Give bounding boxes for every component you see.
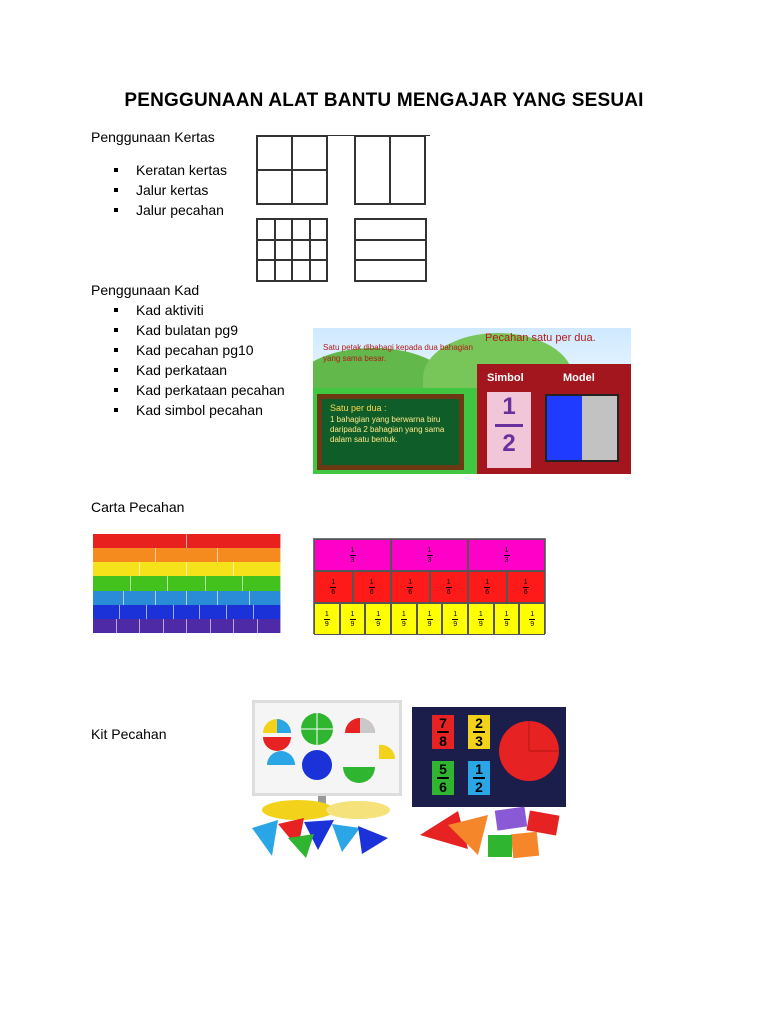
cell-numerator: 1 — [408, 578, 413, 586]
rainbow-segment — [117, 619, 141, 633]
fraction-symbol — [487, 392, 531, 468]
cell-denominator: 3 — [504, 556, 509, 564]
rainbow-segment — [243, 576, 281, 590]
fraction-cell — [507, 571, 546, 603]
cell-denominator: 6 — [369, 588, 374, 596]
rainbow-segment — [218, 548, 281, 562]
fraction-card — [468, 715, 490, 749]
board-title: Satu per dua : — [330, 403, 387, 413]
rainbow-segment — [147, 605, 174, 619]
card-numerator: 7 — [439, 715, 447, 731]
cell-numerator: 1 — [446, 578, 451, 586]
list-item: Kad pecahan pg10 — [112, 340, 285, 360]
fraction-model — [545, 394, 619, 462]
rainbow-segment — [234, 619, 258, 633]
cell-numerator: 1 — [485, 578, 490, 586]
rainbow-segment — [93, 534, 187, 548]
rainbow-segment — [140, 619, 164, 633]
kertas-list — [112, 160, 227, 220]
rainbow-segment — [168, 576, 206, 590]
list-item: Kad perkataan — [112, 360, 285, 380]
rainbow-fraction-chart — [93, 534, 281, 633]
cell-bar — [350, 555, 356, 556]
fraction-cell — [430, 571, 469, 603]
cell-bar — [401, 619, 407, 620]
board-text: 1 bahagian yang berwarna biru daripada 2 bahagian yang sama dalam satu bentuk. — [330, 415, 445, 444]
rainbow-segment — [156, 591, 187, 605]
cell-numerator: 1 — [350, 546, 355, 554]
rainbow-segment — [124, 591, 155, 605]
cell-denominator: 9 — [478, 620, 483, 628]
rainbow-segment — [211, 619, 235, 633]
cell-bar — [407, 587, 413, 588]
fraction-row — [314, 571, 545, 603]
red-circle-drawing — [498, 715, 560, 787]
cell-denominator: 9 — [350, 620, 355, 628]
kit-fraction-circles-image — [248, 698, 404, 860]
rainbow-segment — [131, 576, 169, 590]
list-item: Jalur pecahan — [112, 200, 227, 220]
cell-denominator: 6 — [331, 588, 336, 596]
rainbow-segment — [250, 591, 281, 605]
fraction-cell — [340, 603, 366, 635]
fraction-cell — [391, 539, 468, 571]
list-item: Kad perkataan pecahan — [112, 380, 285, 400]
cell-bar — [330, 587, 336, 588]
card-denominator: 2 — [475, 779, 483, 795]
cell-bar — [504, 619, 510, 620]
rainbow-segment — [156, 548, 219, 562]
section-label-kertas: Penggunaan Kertas — [91, 129, 215, 145]
fraction-cell — [391, 603, 417, 635]
cell-numerator: 1 — [376, 610, 381, 618]
cell-denominator: 9 — [453, 620, 458, 628]
fraction-card — [468, 761, 490, 795]
cell-denominator: 9 — [324, 620, 329, 628]
fraction-card — [432, 715, 454, 749]
cell-bar — [427, 555, 433, 556]
rainbow-segment — [93, 562, 140, 576]
paper-halves — [354, 135, 426, 205]
cell-numerator: 1 — [324, 610, 329, 618]
circle-pieces-drawing — [255, 703, 399, 793]
scattered-pieces-drawing — [248, 798, 404, 860]
rainbow-segment — [258, 619, 282, 633]
cell-denominator: 9 — [376, 620, 381, 628]
fraction-cell — [391, 571, 430, 603]
cell-denominator: 3 — [427, 556, 432, 564]
cell-bar — [504, 555, 510, 556]
cell-bar — [375, 619, 381, 620]
cell-denominator: 3 — [350, 556, 355, 564]
paper-strips — [354, 218, 427, 282]
numerator: 1 — [502, 393, 516, 420]
kad-title-text: Pecahan satu per dua. — [485, 332, 596, 344]
cell-denominator: 9 — [530, 620, 535, 628]
fraction-cell — [353, 571, 392, 603]
cell-denominator: 9 — [504, 620, 509, 628]
fraction-cell — [442, 603, 468, 635]
rainbow-segment — [140, 562, 187, 576]
fraction-chart-thirds — [313, 538, 546, 634]
rainbow-segment — [187, 619, 211, 633]
fraction-cell — [468, 571, 507, 603]
model-half-grey — [582, 396, 617, 460]
card-denominator: 6 — [439, 779, 447, 795]
rainbow-segment — [187, 534, 281, 548]
kad-list — [112, 300, 285, 420]
fraction-bar — [495, 424, 523, 427]
cell-bar — [446, 587, 452, 588]
card-numerator: 5 — [439, 761, 447, 777]
fraction-card — [432, 761, 454, 795]
cell-denominator: 6 — [523, 588, 528, 596]
cell-denominator: 6 — [408, 588, 413, 596]
list-item: Kad simbol pecahan — [112, 400, 285, 420]
cell-numerator: 1 — [453, 610, 458, 618]
section-label-kad: Penggunaan Kad — [91, 282, 200, 298]
kad-top-text: Satu petak dibahagi kepada dua bahagian yang sama besar. — [323, 343, 473, 363]
fraction-cell — [314, 603, 340, 635]
chalkboard — [317, 394, 464, 470]
rainbow-segment — [93, 605, 120, 619]
paper-quarters — [256, 135, 328, 205]
cell-bar — [427, 619, 433, 620]
cell-bar — [523, 587, 529, 588]
rainbow-segment — [227, 605, 254, 619]
rainbow-segment — [120, 605, 147, 619]
cell-numerator: 1 — [523, 578, 528, 586]
rainbow-segment — [93, 548, 156, 562]
fraction-cell — [417, 603, 443, 635]
rainbow-segment — [93, 576, 131, 590]
page-title: PENGGUNAAN ALAT BANTU MENGAJAR YANG SESUAI — [124, 90, 644, 111]
simbol-label: Simbol — [487, 372, 524, 384]
rainbow-segment — [187, 591, 218, 605]
cell-bar — [478, 619, 484, 620]
fraction-cell — [519, 603, 545, 635]
fraction-cell — [314, 571, 353, 603]
cell-denominator: 6 — [446, 588, 451, 596]
rainbow-segment — [200, 605, 227, 619]
scattered-cards-drawing — [418, 805, 574, 863]
cell-numerator: 1 — [504, 610, 509, 618]
list-item: Keratan kertas — [112, 160, 227, 180]
kit-fraction-cards-image — [412, 707, 574, 863]
rainbow-segment — [254, 605, 281, 619]
cell-numerator: 1 — [530, 610, 535, 618]
cell-denominator: 9 — [401, 620, 406, 628]
rainbow-row — [93, 576, 281, 590]
denominator: 2 — [502, 430, 516, 457]
rainbow-segment — [206, 576, 244, 590]
paper-twelfths — [256, 218, 328, 282]
model-half-blue — [547, 396, 582, 460]
rainbow-row — [93, 591, 281, 605]
simbol-model-panel — [477, 364, 631, 474]
cell-bar — [452, 619, 458, 620]
fraction-cell — [468, 539, 545, 571]
cell-bar — [484, 587, 490, 588]
rainbow-row — [93, 562, 281, 576]
kad-fraction-image — [313, 328, 631, 474]
cell-denominator: 6 — [485, 588, 490, 596]
rainbow-segment — [234, 562, 281, 576]
cell-numerator: 1 — [478, 610, 483, 618]
fraction-cell — [468, 603, 494, 635]
rainbow-segment — [187, 562, 234, 576]
section-label-carta: Carta Pecahan — [91, 499, 185, 515]
list-item: Kad aktiviti — [112, 300, 285, 320]
fraction-cell — [494, 603, 520, 635]
cell-numerator: 1 — [427, 610, 432, 618]
cell-bar — [369, 587, 375, 588]
card-numerator: 2 — [475, 715, 483, 731]
card-denominator: 8 — [439, 733, 447, 749]
rainbow-row — [93, 534, 281, 548]
cell-denominator: 9 — [427, 620, 432, 628]
fraction-cell — [365, 603, 391, 635]
rainbow-segment — [164, 619, 188, 633]
list-item: Jalur kertas — [112, 180, 227, 200]
model-label: Model — [563, 372, 595, 384]
cell-numerator: 1 — [350, 610, 355, 618]
section-label-kit: Kit Pecahan — [91, 726, 167, 742]
rainbow-segment — [218, 591, 249, 605]
cell-numerator: 1 — [427, 546, 432, 554]
cell-bar — [350, 619, 356, 620]
rainbow-segment — [174, 605, 201, 619]
list-item: Kad bulatan pg9 — [112, 320, 285, 340]
card-numerator: 1 — [475, 761, 483, 777]
cell-numerator: 1 — [401, 610, 406, 618]
magnetic-board — [252, 700, 402, 796]
cell-numerator: 1 — [369, 578, 374, 586]
cell-numerator: 1 — [331, 578, 336, 586]
fraction-cell — [314, 539, 391, 571]
cell-numerator: 1 — [504, 546, 509, 554]
rainbow-row — [93, 605, 281, 619]
cell-bar — [324, 619, 330, 620]
rainbow-segment — [93, 591, 124, 605]
fraction-row — [314, 539, 545, 571]
card-denominator: 3 — [475, 733, 483, 749]
cell-bar — [529, 619, 535, 620]
rainbow-row — [93, 548, 281, 562]
rainbow-segment — [93, 619, 117, 633]
fraction-row — [314, 603, 545, 635]
rainbow-row — [93, 619, 281, 633]
